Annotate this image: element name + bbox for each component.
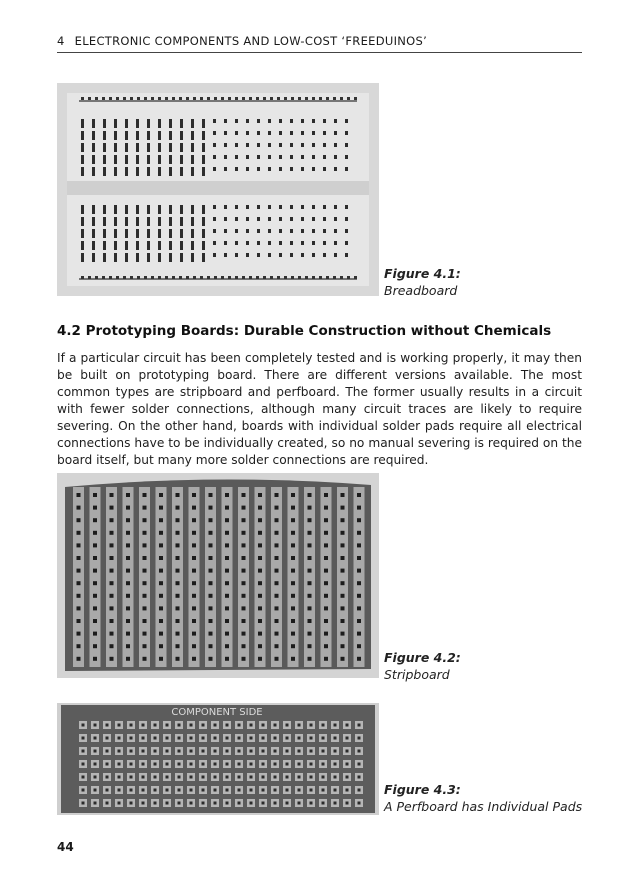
figure-caption: Breadboard xyxy=(384,283,458,298)
chapter-title: ELECTRONIC COMPONENTS AND LOW-COST ‘FREEDUINOS’ xyxy=(74,34,428,48)
figure-label: Figure 4.3: xyxy=(384,782,461,797)
board-silkscreen-text: COMPONENT SIDE xyxy=(171,707,263,718)
figure-caption: Stripboard xyxy=(384,667,450,682)
figure-4-3-caption xyxy=(384,781,582,815)
body-paragraph: If a particular circuit has been completely tested and is working properly, it may then be built on prototyping board. There are different versions available. The most common types are stripboard and perfboard. The former usually results in a circuit with fewer solder connections, although many circuit traces are likely to require severing. On the other hand, boards with individual solder pads require all electrical connections have to be individually created, so no manual severing is required on the board itself, but many more solder connections are required. xyxy=(57,351,582,467)
figure-caption: A Perfboard has Individual Pads xyxy=(384,799,583,814)
running-header xyxy=(57,34,582,53)
perfboard-illustration xyxy=(57,703,379,815)
section-title: 4.2 Prototyping Boards: Durable Construction without Chemicals xyxy=(57,323,552,339)
page-number: 44 xyxy=(57,840,74,854)
figure-label: Figure 4.1: xyxy=(384,266,461,281)
stripboard-photo xyxy=(57,473,379,678)
figure-4-1-caption xyxy=(384,265,461,299)
figure-label: Figure 4.2: xyxy=(384,650,461,665)
figure-4-2-caption xyxy=(384,649,461,683)
perfboard-photo xyxy=(57,703,379,815)
breadboard-photo xyxy=(57,83,379,296)
breadboard-illustration xyxy=(57,83,379,296)
chapter-number: 4 xyxy=(57,34,65,48)
stripboard-illustration xyxy=(57,473,379,678)
